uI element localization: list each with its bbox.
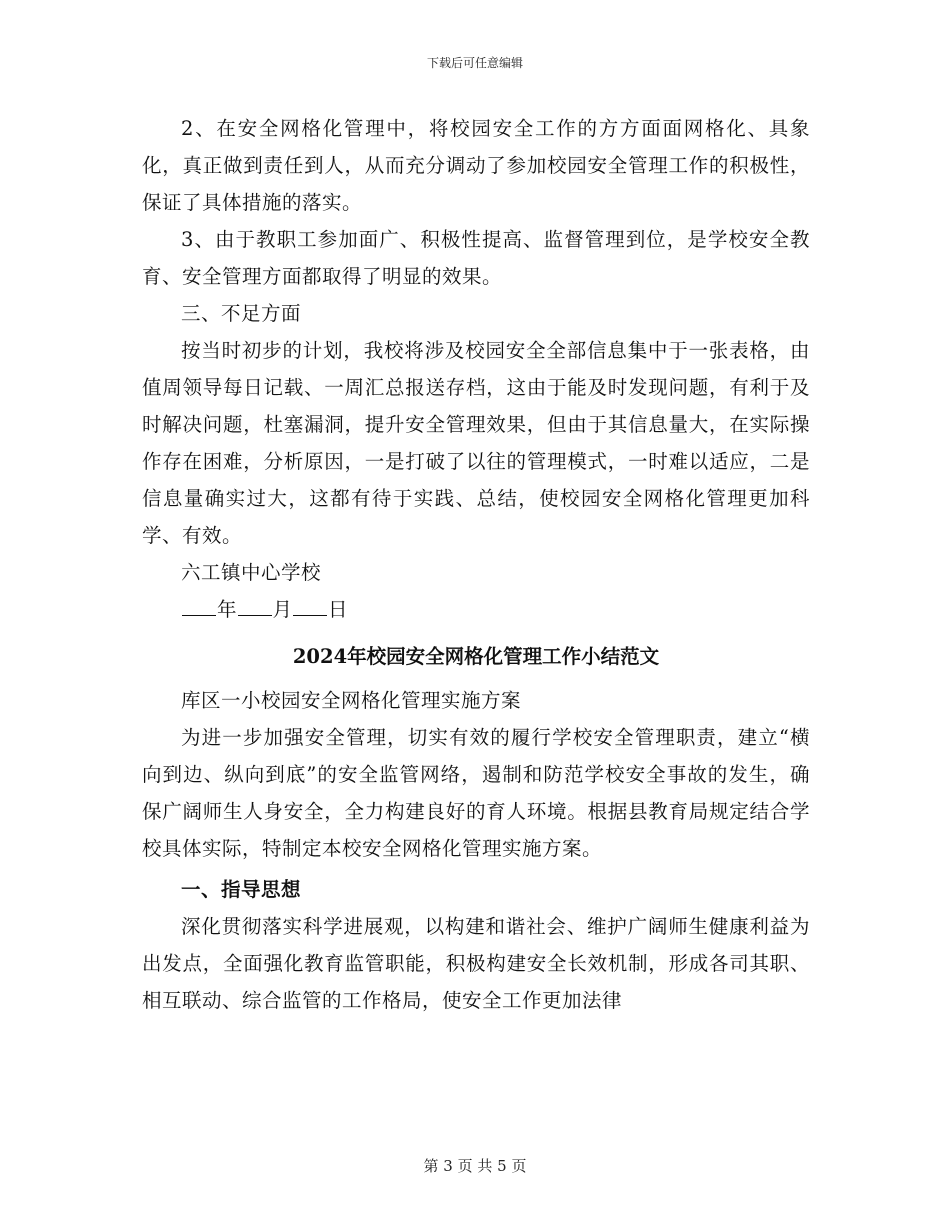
date-line [142,591,810,628]
month-blank [238,595,272,616]
paragraph-shortcomings: 按当时初步的计划，我校将涉及校园安全全部信息集中于一张表格，由值周领导每日记载、一周汇总报送存档，这由于能及时发现问题，有利于及时解决问题，杜塞漏洞，提升安全管理效果，但由于其信息量大，在实际操作存在困难，分析原因，一是打破了以往的管理模式，一时难以适应，二是信息量确实过大，这都有待于实践、总结，使校园安全网格化管理更加科学、有效。 [142,339,810,547]
paragraph-guiding-ideology: 深化贯彻落实科学进展观，以构建和谐社会、维护广阔师生健康利益为出发点，全面强化教育监管职能，积极构建安全长效机制，形成各司其职、相互联动、综合监管的工作格局，使安全工作更加法律 [142,915,810,1012]
paragraph-item-3: 3、由于教职工参加面广、积极性提高、监督管理到位，是学校安全教育、安全管理方面都取得了明显的效果。 [142,228,810,288]
year-label: 年 [217,598,237,621]
document-title: 2024年校园安全网格化管理工作小结范文 [292,645,660,668]
signature-school: 六工镇中心学校 [181,561,322,584]
document-subtitle: 库区一小校园安全网格化管理实施方案 [181,689,522,712]
paragraph-item-2: 2、在安全网格化管理中，将校园安全工作的方方面面网格化、具象化，真正做到责任到人，从而充分调动了参加校园安全管理工作的积极性，保证了具体措施的落实。 [142,117,810,214]
section-heading-shortcomings: 三、不足方面 [181,302,302,325]
section-heading-guiding-ideology: 一、指导思想 [181,878,302,901]
page-header-note: 下载后可任意编辑 [426,56,523,70]
paragraph-intro: 为进一步加强安全管理，切实有效的履行学校安全管理职责，建立“横向到边、纵向到底”的安全监管网络，遏制和防范学校安全事故的发生，确保广阔师生人身安全，全力构建良好的育人环境。根据县教育局规定结合学校具体实际，特制定本校安全网格化管理实施方案。 [142,726,810,860]
page-footer-number: 第 3 页 共 5 页 [423,1157,527,1175]
day-label: 日 [328,598,348,621]
document-body [142,110,810,1019]
day-blank [293,595,327,616]
month-label: 月 [272,598,293,621]
year-blank [182,595,216,616]
